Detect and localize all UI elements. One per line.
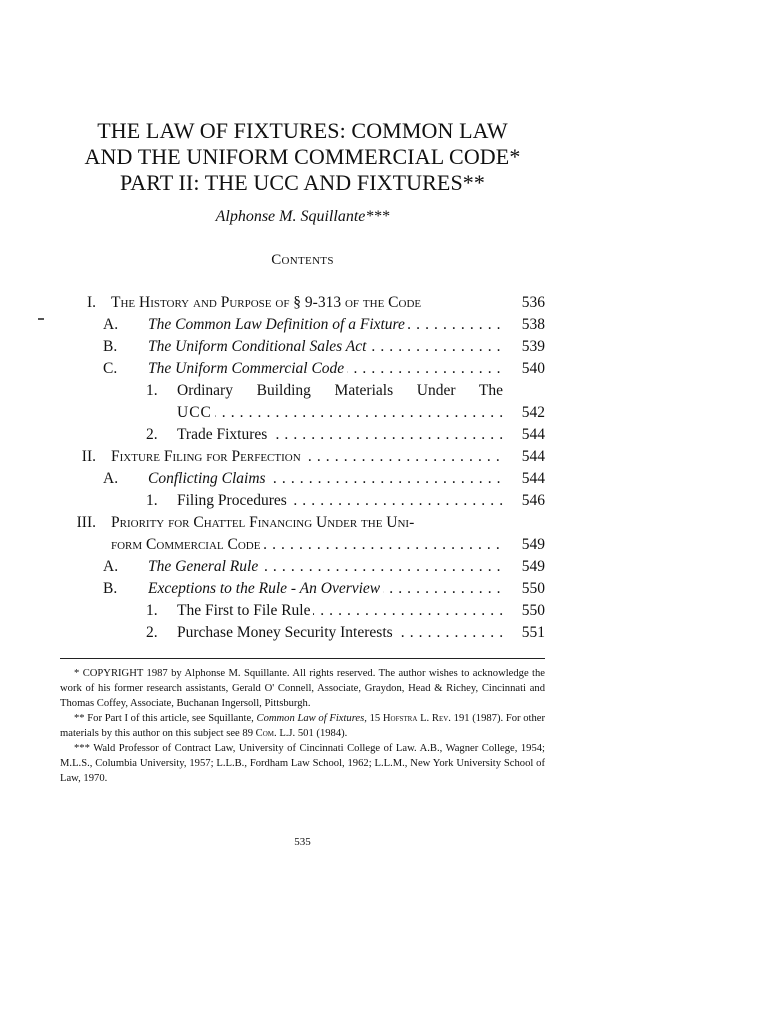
toc-entry-text: Priority for Chattel Financing Under the Uni- [111,514,415,531]
toc-entry [0,424,545,446]
toc-entry [0,314,545,336]
toc-entry-text: The Uniform Commercial Code . . . [148,358,502,380]
toc-entry-text: Ordinary Building Materials Under The [177,382,503,399]
toc-entry-number: A. [103,316,119,333]
toc-entry-text: Fixture Filing for Perfection . . . [111,446,503,468]
page-number: 535 [294,836,311,848]
toc-entry-text: Exceptions to the Rule - An Overview . . . [148,578,502,600]
toc-entry-number: A. [103,470,119,487]
toc-entry-number: 1. [146,602,158,619]
toc-entry-page: 538 [521,316,545,333]
toc-entry [0,512,545,534]
toc-entry-number: II. [81,448,96,465]
toc-entry-number: B. [103,580,118,597]
toc-entry-number: III. [76,514,96,531]
toc-entry [0,534,545,556]
toc-entry-page: 540 [521,360,545,377]
article-title [60,118,545,196]
toc-entry-number: A. [103,558,119,575]
toc-entry [0,380,545,402]
toc-entry-number: 1. [146,382,158,399]
title-line-3: PART II: THE UCC AND FIXTURES** [119,170,486,195]
toc-entry-text: The Uniform Conditional Sales Act . . . [148,336,502,358]
toc-entry-text: Filing Procedures . . . [177,490,503,512]
toc-entry-number: 2. [146,426,158,443]
toc-entry-text: The First to File Rule . . . [177,600,503,622]
toc-entry-page: 550 [521,602,545,619]
toc-entry-page: 551 [521,624,545,641]
toc-entry-number: 1. [146,492,158,509]
toc-entry-text: form Commercial Code . . . [111,534,503,556]
toc-entry-page: 542 [521,404,545,421]
toc-entry-number: I. [86,294,96,311]
author-name: Alphonse M. Squillante*** [215,208,390,225]
toc-entry [0,292,545,314]
toc-entry [0,490,545,512]
toc-entry-text: Conflicting Claims . . . [148,468,502,490]
footnote-1: * COPYRIGHT 1987 by Alphonse M. Squillante. All rights reserved. The author wishes to acknowledge the work of his former research assistants, Gerald O' Connell, Associate, Graydon, Head & Richey, Cincinnati and Thomas Coffey, Associate, Buchanan Ingersoll, Pittsburgh. [60,668,545,709]
toc-entry-page: 546 [521,492,545,509]
footnote-2: ** For Part I of this article, see Squillante, Common Law of Fixtures, 15 Hofstra L. Rev. 191 (1987). For other materials by this author on this subject see 89 Com. L.J. 501 (1984). [60,713,545,739]
footnote-divider [60,658,545,659]
title-line-2: AND THE UNIFORM COMMERCIAL CODE* [84,144,521,169]
toc-entry-page: 544 [521,448,545,465]
toc-entry [0,402,545,424]
toc-entry-page: 550 [521,580,545,597]
toc-entry-page: 539 [521,338,545,355]
toc-entry-page: 544 [521,470,545,487]
toc-entry [0,556,545,578]
footnote-3: *** Wald Professor of Contract Law, University of Cincinnati College of Law. A.B., Wagner College, 1954; M.L.S., Columbia University, 1957; L.L.B., Fordham Law School, 1962; L.L.M., New York University School of Law, 1970. [60,743,545,784]
toc-entry-page: 536 [521,294,545,311]
toc-entry-number: B. [103,338,118,355]
footnotes [60,666,545,786]
toc-entry [0,446,545,468]
toc-entry-page: 549 [521,536,545,553]
toc-entry [0,358,545,380]
toc-entry-text: Purchase Money Security Interests . . . [177,622,503,644]
toc-entry [0,336,545,358]
toc-entry-text: Trade Fixtures . . . [177,424,503,446]
toc-entry-page: 544 [521,426,545,443]
title-line-1: THE LAW OF FIXTURES: COMMON LAW [97,118,508,143]
contents-heading: Contents [271,252,334,268]
toc-entry-text: The General Rule . . . [148,556,502,578]
toc-entry-number: 2. [146,624,158,641]
toc-entry-text: The Common Law Definition of a Fixture . . . [148,314,502,336]
toc-entry-page: 549 [521,558,545,575]
toc-entry-text: UCC . . . [177,402,503,424]
toc-entry [0,578,545,600]
toc-entry [0,468,545,490]
toc-entry-text: The History and Purpose of § 9-313 of the Code [111,292,506,314]
toc-entry [0,622,545,644]
toc-entry-number: C. [103,360,118,377]
toc-entry [0,600,545,622]
